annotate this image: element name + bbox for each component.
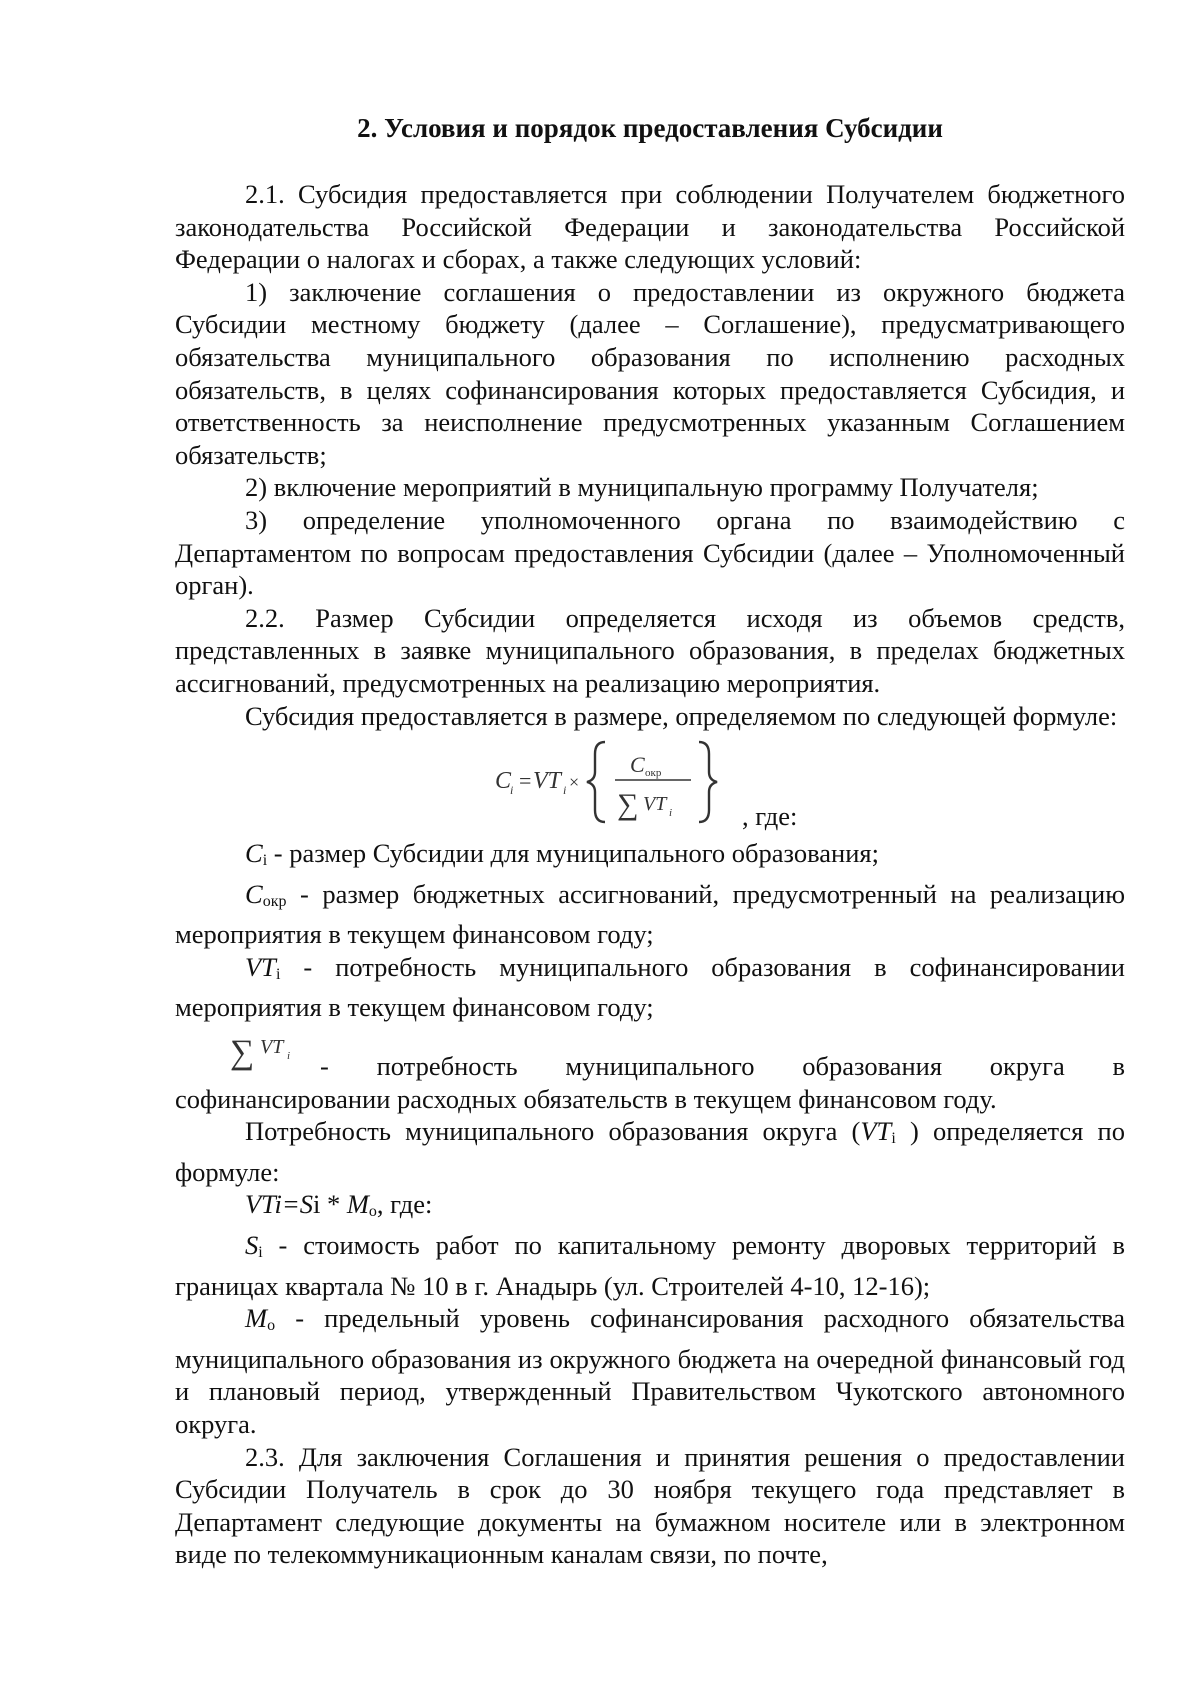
condition-2: 2) включение мероприятий в муниципальную программу Получателя;: [245, 472, 1039, 503]
f2-msub: о: [368, 1203, 377, 1221]
formula-denominator-sub: i: [669, 807, 673, 820]
definition-si: [175, 1229, 1125, 1302]
need-sub: i: [891, 1130, 896, 1148]
si-text: - стоимость работ по капитальному ремонту дворовых территорий в границах квартала № 10 в г. Анадырь (ул. Строителей 4-10, 12-16);: [175, 1230, 1125, 1301]
need-pre: Потребность муниципального образования округа (: [245, 1116, 861, 1147]
formula-numerator-sub: окр: [645, 767, 662, 780]
formula-eq: =: [519, 768, 532, 794]
need-symbol: VT: [860, 1116, 892, 1147]
formula-lhs-sub: i: [510, 783, 514, 798]
formula-where: , где:: [742, 801, 798, 832]
ci-text: - размер Субсидии для муниципального образования;: [267, 838, 879, 869]
formula-lhs: C: [495, 768, 512, 795]
subsidy-formula: [175, 732, 1125, 837]
cokr-symbol: C: [245, 878, 263, 909]
cokr-text: - размер бюджетных ассигнований, предусмотренный на реализацию мероприятия в текущем финансовом году;: [175, 878, 1125, 950]
formula-intro: Субсидия предоставляется в размере, определяемом по следующей формуле:: [245, 700, 1118, 731]
vti-sub: i: [275, 965, 281, 983]
definition-mo: [175, 1302, 1125, 1440]
sum-vti-sub: i: [287, 1050, 291, 1063]
need-post: ) определяется по формуле:: [175, 1116, 1125, 1187]
ci-sub: i: [262, 852, 268, 870]
formula-numerator: C: [630, 752, 645, 778]
f2-b: i *: [312, 1189, 347, 1220]
section-title: 2. Условия и порядок предоставления Субсидии: [357, 113, 943, 143]
sum-vti-vt: VT: [260, 1036, 284, 1059]
formula-sum-sign: ∑: [617, 788, 639, 822]
formula-times: ×: [569, 772, 580, 793]
ci-symbol: C: [245, 838, 263, 869]
f2-end: , где:: [376, 1189, 433, 1220]
formula-2: [175, 1188, 1125, 1229]
paragraph-2-2: 2.2. Размер Субсидии определяется исходя из объемов средств, представленных в заявке муниципального образования, в пределах бюджетных ассигнований, предусмотренных на реализацию мероприятия.: [175, 602, 1125, 698]
definition-vti: [175, 951, 1125, 1024]
sum-vti-text: - потребность муниципального образования округа в софинансировании расходных обязательств в текущем финансовом году.: [175, 1051, 1125, 1114]
formula-left-brace: [587, 742, 605, 822]
formula-denominator-vt: VT: [643, 793, 667, 816]
paragraph-2-1: 2.1. Субсидия предоставляется при соблюдении Получателем бюджетного законодательства Российской Федерации и законодательства Российской Федерации о налогах и сборах, а также следующих условий:: [175, 179, 1125, 275]
sum-vti-sign: ∑: [230, 1034, 255, 1072]
condition-1: 1) заключение соглашения о предоставлении из окружного бюджета Субсидии местному бюджету (далее – Соглашение), предусматривающего обязательства муниципального образования по исполнению расходных обязательств, в целях софинансирования которых предоставляется Субсидия, и ответственность за неисполнение предусмотренных указанным Соглашением обязательств;: [175, 276, 1125, 470]
sum-vti-symbol: [230, 1027, 310, 1071]
definition-ci: [175, 837, 1125, 878]
mo-symbol: M: [245, 1303, 268, 1334]
paragraph-need: [175, 1115, 1125, 1188]
vti-text: - потребность муниципального образования в софинансировании мероприятия в текущем финансовом году;: [175, 951, 1125, 1023]
si-sub: i: [258, 1244, 263, 1262]
formula-vt-sub: i: [563, 783, 567, 798]
vti-symbol: VT: [245, 951, 276, 982]
mo-text: - предельный уровень софинансирования расходного обязательства муниципального образования из окружного бюджета на очередной финансовый год и плановый период, утвержденный Правительством Чукотского автономного округа.: [175, 1303, 1125, 1439]
formula-vt: VT: [533, 768, 562, 795]
cokr-sub: окр: [262, 892, 287, 910]
subsidy-formula-image: [495, 734, 735, 834]
definition-cokr: [175, 878, 1125, 951]
paragraph-2-3: 2.3. Для заключения Соглашения и принятия решения о предоставлении Субсидии Получатель в срок до 30 ноября текущего года представляет в Департамент следующие документы на бумажном носителе или в электронном виде по телекоммуникационным каналам связи, по почте,: [175, 1441, 1125, 1570]
condition-3: 3) определение уполномоченного органа по взаимодействию с Департаментом по вопросам предоставления Субсидии (далее – Уполномоченный орган).: [175, 504, 1125, 601]
formula-right-brace: [699, 742, 717, 822]
si-symbol: S: [245, 1230, 259, 1261]
f2-a: VTi=S: [245, 1189, 313, 1220]
mo-sub: о: [267, 1317, 276, 1335]
f2-m: M: [346, 1189, 369, 1220]
definition-sum-vti: [175, 1024, 1125, 1115]
document-body: [175, 112, 1125, 1571]
